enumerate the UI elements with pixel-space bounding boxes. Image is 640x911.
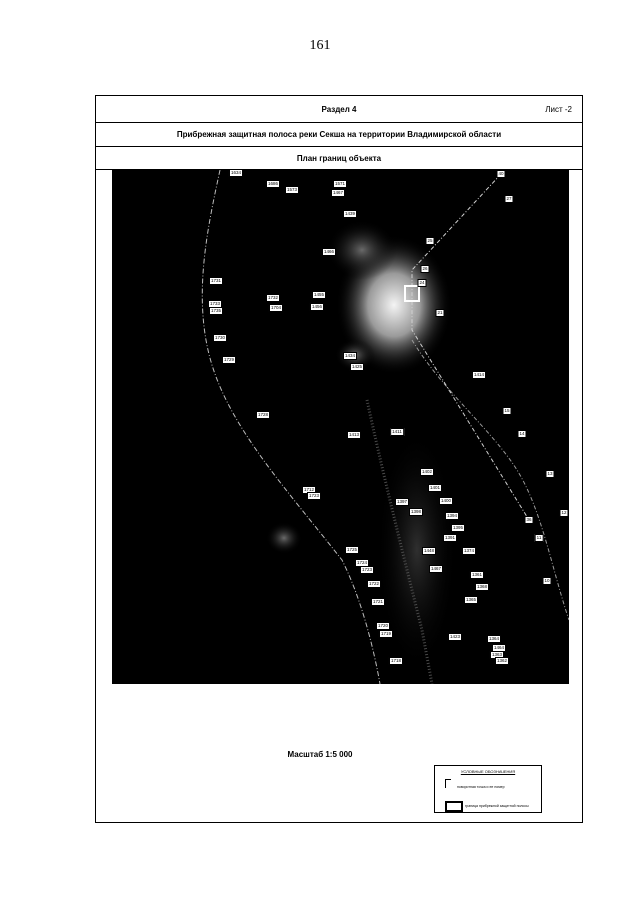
aerial-map[interactable] bbox=[112, 170, 569, 684]
point-label: 1467 bbox=[332, 190, 344, 195]
settlement-area-2 bbox=[327, 220, 397, 280]
legend-boundary-label: граница прибрежной защитной полосы bbox=[465, 804, 529, 808]
point-label: 21 bbox=[437, 310, 443, 315]
section-title: Раздел 4 bbox=[321, 105, 357, 114]
point-label: 1414 bbox=[473, 372, 485, 377]
point-label: 1448 bbox=[423, 548, 435, 553]
plan-row bbox=[96, 147, 582, 170]
point-label: 1721 bbox=[372, 599, 384, 604]
point-label: 1398 bbox=[410, 509, 422, 514]
point-label: 1423 bbox=[449, 634, 461, 639]
point-label: 1364 bbox=[488, 636, 500, 641]
point-label: 1704 bbox=[270, 305, 282, 310]
point-label: 1413 bbox=[348, 432, 360, 437]
scale-label: Масштаб 1:5 000 bbox=[287, 750, 353, 759]
point-label: 24 bbox=[419, 280, 425, 285]
point-label: 1402 bbox=[421, 469, 433, 474]
point-label: 1374 bbox=[463, 548, 475, 553]
point-label: 1729 bbox=[223, 357, 235, 362]
point-label: 26 bbox=[422, 266, 428, 271]
point-label: 1728 bbox=[257, 412, 269, 417]
point-label: 1365 bbox=[465, 597, 477, 602]
point-label: 13 bbox=[547, 471, 553, 476]
point-label: 1411 bbox=[392, 429, 402, 434]
map-graphics bbox=[112, 170, 569, 684]
legend bbox=[434, 765, 542, 813]
point-label: 1439 bbox=[344, 211, 356, 216]
point-label: 1725 bbox=[346, 547, 358, 552]
legend-title: УСЛОВНЫЕ ОБОЗНАЧЕНИЯ bbox=[460, 769, 516, 774]
page-number: 161 bbox=[309, 38, 331, 53]
section-row bbox=[96, 96, 582, 123]
point-label: 1733 bbox=[209, 301, 221, 306]
point-label: 1362 bbox=[496, 658, 508, 663]
point-label: 1722 bbox=[368, 581, 380, 586]
sheet-number: Лист -2 bbox=[545, 105, 572, 114]
point-label: 27 bbox=[506, 196, 512, 201]
point-label: 1719 bbox=[380, 631, 392, 636]
subtitle-row bbox=[96, 123, 582, 147]
point-label: 1634 bbox=[230, 170, 242, 175]
point-label: 1400 bbox=[440, 498, 452, 503]
point-label: 1363 bbox=[491, 652, 503, 657]
point-label: 1394 bbox=[446, 513, 458, 518]
boundary-box-icon bbox=[445, 801, 463, 812]
point-label: 1467 bbox=[430, 566, 442, 571]
object-subtitle: Прибрежная защитная полоса реки Секша на территории Владимирской области bbox=[176, 130, 502, 139]
point-label: 12 bbox=[561, 510, 567, 515]
legend-point-label: поворотная точка и ее номер bbox=[457, 785, 505, 789]
point-label: 1361 bbox=[471, 572, 483, 577]
point-label: 1712 bbox=[303, 487, 315, 492]
point-label: 1573 bbox=[286, 187, 298, 192]
point-label: 15 bbox=[504, 408, 510, 413]
point-label: 1686 bbox=[267, 181, 279, 186]
point-label: 1724 bbox=[356, 560, 368, 565]
point-label: 1732 bbox=[267, 295, 279, 300]
plan-title: План границ объекта bbox=[296, 154, 382, 163]
point-label: 25 bbox=[427, 238, 433, 243]
point-label: 1723 bbox=[308, 493, 320, 498]
point-label: 1464 bbox=[493, 645, 505, 650]
point-label: 1718 bbox=[390, 658, 402, 663]
point-label: 1391 bbox=[444, 535, 456, 540]
point-label: 1395 bbox=[452, 525, 464, 530]
field-patch bbox=[266, 522, 302, 554]
point-label: 1723 bbox=[361, 567, 373, 572]
point-label: 36 bbox=[526, 517, 532, 522]
point-label: 1571 bbox=[334, 181, 346, 186]
point-label: 1397 bbox=[396, 499, 408, 504]
point-label: 40 bbox=[498, 171, 504, 176]
point-label: 10 bbox=[544, 578, 550, 583]
point-label: 14 bbox=[519, 431, 525, 436]
point-label: 1730 bbox=[214, 335, 226, 340]
point-label: 1425 bbox=[351, 364, 363, 369]
point-label: 1466 bbox=[323, 249, 335, 254]
point-label: 1455 bbox=[313, 292, 325, 297]
point-label: 1735 bbox=[210, 308, 222, 313]
point-label: 1368 bbox=[476, 584, 488, 589]
point-label: 1731 bbox=[210, 278, 222, 283]
point-label: 1456 bbox=[311, 304, 323, 309]
turning-point-icon bbox=[445, 779, 451, 788]
point-label: 11 bbox=[536, 535, 542, 540]
point-label: 1720 bbox=[377, 623, 389, 628]
point-label: 1434 bbox=[344, 353, 356, 358]
point-label: 1401 bbox=[429, 485, 441, 490]
